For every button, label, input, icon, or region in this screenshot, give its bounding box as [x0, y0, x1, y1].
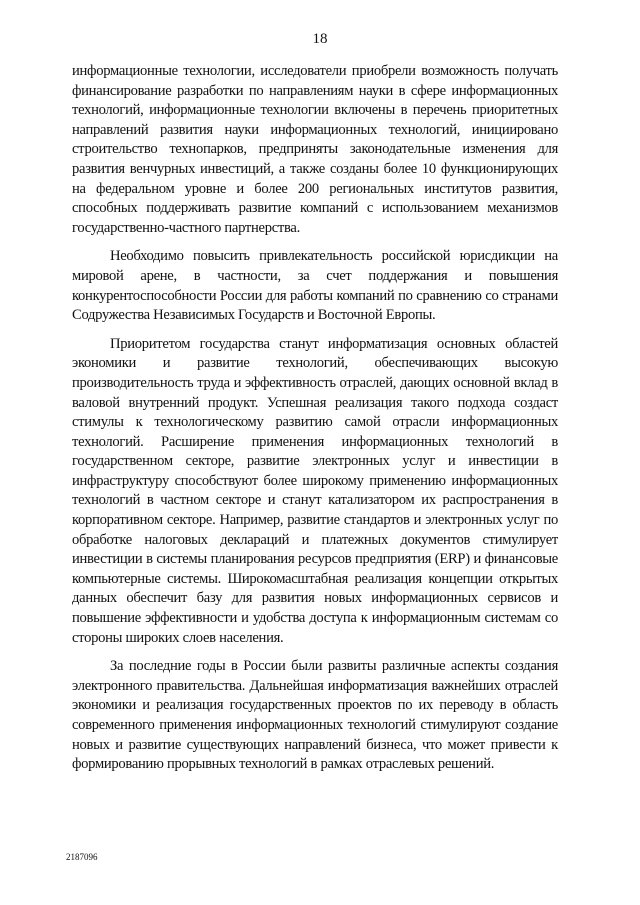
- page-number: 18: [312, 31, 328, 47]
- paragraph-jurisdiction: Необходимо повысить привлекательность российской юрисдикции на мировой арене, в частности, за счет поддержания и повышения конкурентоспособности России для работы компаний по сравнению со странами Содружества Независимых Государств и Восточной Европы.: [72, 248, 558, 324]
- paragraph-priorities: Приоритетом государства станут информатизация основных областей экономики и развитие технологий, обеспечивающих высокую производительность труда и эффективность отраслей, дающих основной вклад в валовой внутренний продукт. Успешная реализация такого подхода создаст стимулы к технологическому развитию самой отрасли информационных технологий. Расширение применения информационных технологий в государственном секторе, развитие электронных услуг и инвестиции в инфраструктуру способствуют более широкому применению информационных технологий в частном секторе и станут катализатором их распространения в корпоративном секторе. Например, развитие стандартов и электронных услуг по обработке налоговых деклараций и платежных документов стимулирует инвестиции в системы планирования ресурсов предприятия (ERP) и финансовые компьютерные системы. Широкомасштабная реализация концепции открытых данных обеспечит базу для развития новых информационных сервисов и повышение эффективности и удобства доступа к информационным системам со стороны широких слоев населения.: [72, 335, 558, 646]
- paragraph-e-government: За последние годы в России были развиты различные аспекты создания электронного правительства. Дальнейшая информатизация важнейших отраслей экономики и реализация государственных проектов по их переводу в область современного применения информационных технологий стимулируют создание новых и развитие существующих направлений бизнеса, что может привести к формированию прорывных технологий в рамках отраслевых решений.: [72, 658, 558, 773]
- document-code: 2187096: [66, 852, 98, 862]
- paragraph-continuation: информационные технологии, исследователи приобрели возможность получать финансирование разработки по направлениям науки в сфере информационных технологий, информационные технологии включены в перечень приоритетных направлений развития науки информационных технологий, инициировано строительство технопарков, предприняты законодательные изменения для развития венчурных инвестиций, а также созданы более 10 функционирующих на федеральном уровне и более 200 региональных институтов развития, способных поддерживать развитие компаний с использованием механизмов государственно-частного партнерства.: [72, 63, 558, 236]
- document-body: [72, 62, 558, 784]
